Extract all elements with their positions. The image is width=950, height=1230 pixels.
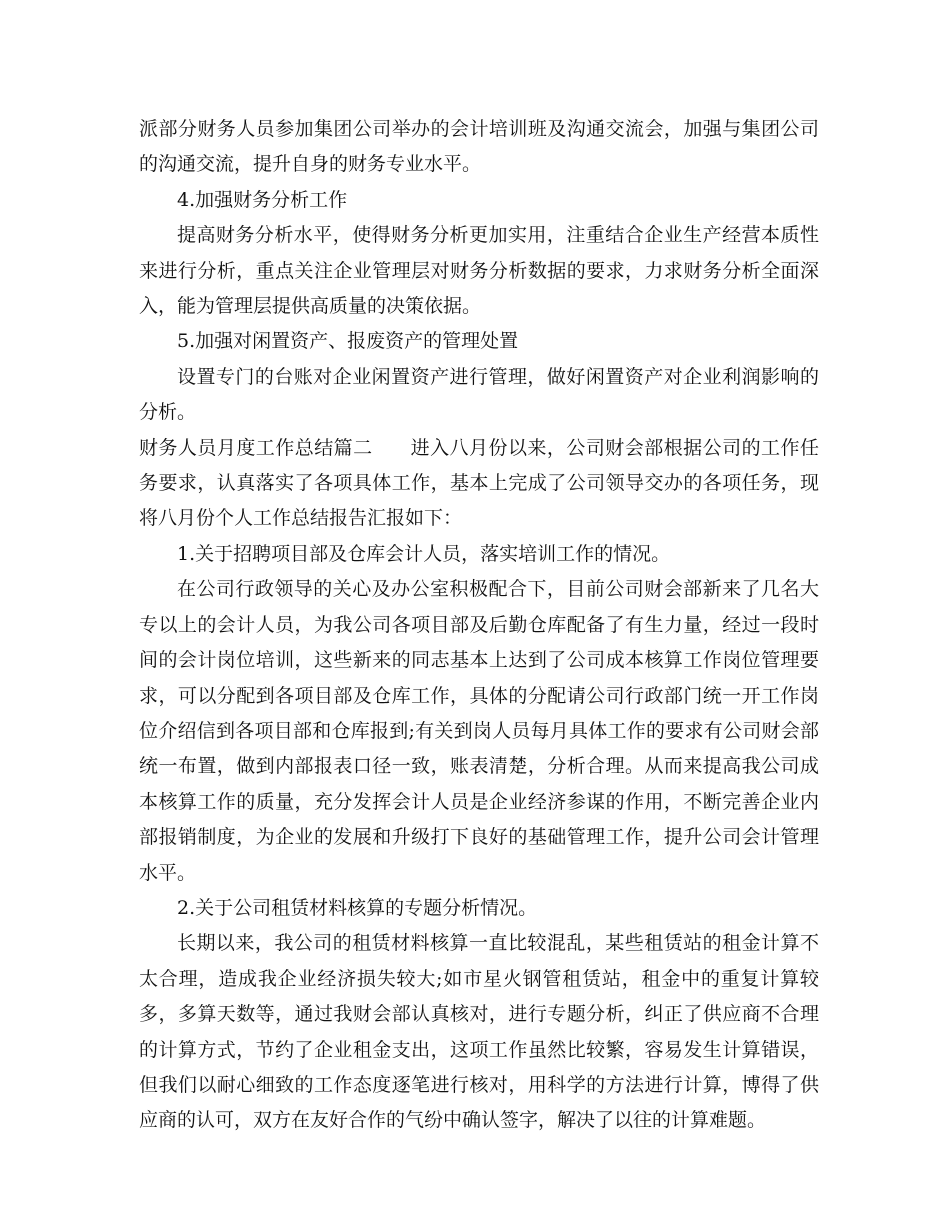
paragraph-leasing: 长期以来，我公司的租赁材料核算一直比较混乱，某些租赁站的租金计算不太合理，造成我企业经济损失较大;如市星火钢管租赁站，租金中的重复计算较多，多算天数等，通过我财会部认真核对，进行专题分析，纠正了供应商不合理的计算方式，节约了企业租金支出，这项工作虽然比较繁，容易发生计算错误，但我们以耐心细致的工作态度逐笔进行核对，用科学的方法进行计算，博得了供应商的认可，双方在友好合作的气纷中确认签字，解决了以往的计算难题。	[139, 932, 819, 1132]
section-two-intro-paragraph	[139, 431, 819, 537]
section-heading-5: 5.加强对闲置资产、报废资产的管理处置	[177, 330, 519, 353]
section-heading-1: 1.关于招聘项目部及仓库会计人员，落实培训工作的情况。	[177, 542, 671, 565]
paragraph-idle-assets: 设置专门的台账对企业闲置资产进行管理，做好闲置资产对企业利润影响的分析。	[139, 365, 819, 424]
paragraph-continued: 派部分财务人员参加集团公司举办的会计培训班及沟通交流会，加强与集团公司的沟通交流，提升自身的财务专业水平。	[139, 118, 819, 176]
paragraph-financial-analysis: 提高财务分析水平，使得财务分析更加实用，注重结合企业生产经营本质性来进行分析，重点关注企业管理层对财务分析数据的要求，力求财务分析全面深入，能为管理层提供高质量的决策依据。	[139, 224, 819, 318]
document-body	[139, 112, 819, 1139]
paragraph-recruitment: 在公司行政领导的关心及办公室积极配合下，目前公司财会部新来了几名大专以上的会计人员，为我公司各项目部及后勤仓库配备了有生力量，经过一段时间的会计岗位培训，这些新来的同志基本上达到了公司成本核算工作岗位管理要求，可以分配到各项目部及仓库工作，具体的分配请公司行政部门统一开工作岗位介绍信到各项目部和仓库报到;有关到岗人员每月具体工作的要求有公司财会部统一布置，做到内部报表口径一致，账表清楚，分析合理。从而来提高我公司成本核算工作的质量，充分发挥会计人员是企业经济参谋的作用，不断完善企业内部报销制度，为企业的发展和升级打下良好的基础管理工作，提升公司会计管理水平。	[139, 578, 819, 884]
section-two-intro: 进入八月份以来，公司财会部根据公司的工作任务要求，认真落实了各项具体工作，基本上完成了公司领导交办的各项任务，现将八月份个人工作总结报告汇报如下：	[139, 436, 819, 530]
section-heading-4: 4.加强财务分析工作	[177, 188, 348, 211]
section-two-title: 财务人员月度工作总结篇二	[139, 436, 373, 459]
section-heading-2: 2.关于公司租赁材料核算的专题分析情况。	[177, 896, 538, 919]
